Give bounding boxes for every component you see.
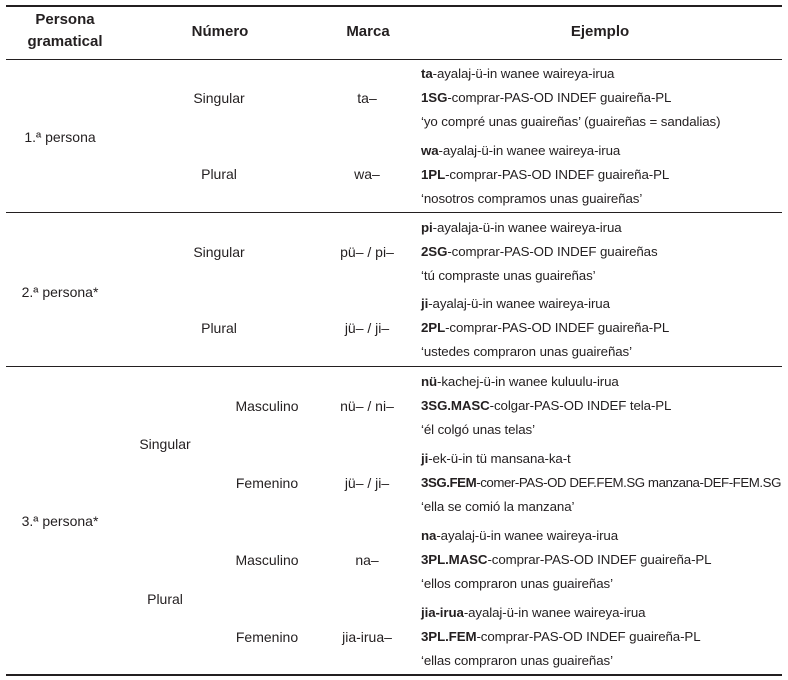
table-bottom-rule (6, 674, 782, 676)
marca-cell: na– (355, 552, 379, 568)
genero-cell: Femenino (235, 475, 299, 491)
example-text: -kachej-ü-in wanee kuluulu-irua (437, 374, 619, 389)
numero-cell: Plural (147, 591, 183, 607)
example-line (421, 524, 618, 548)
gloss-text: -comprar-PAS-OD INDEF guaireña-PL (487, 552, 712, 567)
gloss-text: -comprar-PAS-OD INDEF guaireña-PL (445, 320, 670, 335)
header-marca: Marca (346, 23, 390, 40)
gloss-text: -comer-PAS-OD DEF.FEM.SG manzana-DEF-FEM.SG (476, 475, 781, 490)
translation-line: ‘él colgó unas telas’ (421, 422, 535, 437)
gloss-line (421, 394, 671, 418)
example-line (421, 370, 619, 394)
translation-line: ‘nosotros compramos unas guaireñas’ (421, 191, 643, 206)
example-line (421, 62, 614, 86)
header-persona: Persona gramatical (27, 11, 103, 50)
translation-line: ‘yo compré unas guaireñas’ (guaireñas = sandalias) (421, 114, 721, 129)
gloss-line (421, 625, 701, 649)
gloss-text: -colgar-PAS-OD INDEF tela-PL (489, 398, 672, 413)
example-line (421, 216, 622, 240)
gloss-bold: 1PL (421, 167, 446, 182)
gloss-text: -comprar-PAS-OD INDEF guaireñas (447, 244, 658, 259)
morpheme-bold: nü (421, 374, 438, 389)
morpheme-bold: na (421, 528, 437, 543)
marca-cell: jü– / ji– (344, 475, 390, 491)
example-text: -ayalaja-ü-in wanee waireya-irua (432, 220, 622, 235)
morpheme-bold: ji (421, 296, 429, 311)
persona-cell: 2.ª persona* (21, 284, 99, 300)
gloss-bold: 3PL.MASC (421, 552, 488, 567)
example-text: -ayalaj-ü-in wanee waireya-irua (432, 66, 615, 81)
numero-cell: Singular (193, 90, 245, 106)
gloss-bold: 1SG (421, 90, 448, 105)
example-line (421, 292, 610, 316)
example-text: -ek-ü-in tü mansana-ka-t (428, 451, 571, 466)
marca-cell: wa– (354, 166, 380, 182)
marca-cell: ta– (357, 90, 377, 106)
example-text: -ayalaj-ü-in wanee waireya-irua (463, 605, 646, 620)
morpheme-bold: ta (421, 66, 433, 81)
example-line (421, 139, 620, 163)
genero-cell: Femenino (235, 629, 299, 645)
example-line (421, 447, 571, 471)
table-top-rule (6, 5, 782, 7)
example-line (421, 601, 645, 625)
gloss-text: -comprar-PAS-OD INDEF guaireña-PL (447, 90, 672, 105)
persona-cell: 3.ª persona* (21, 513, 99, 529)
gloss-line (421, 86, 671, 110)
gloss-bold: 3SG.MASC (421, 398, 490, 413)
header-ejemplo: Ejemplo (570, 23, 630, 40)
morpheme-bold: ji (421, 451, 429, 466)
gloss-line (421, 548, 711, 572)
header-bottom-rule (6, 59, 782, 60)
gloss-text: -comprar-PAS-OD INDEF guaireña-PL (445, 167, 670, 182)
translation-line: ‘ella se comió la manzana’ (421, 499, 575, 514)
numero-cell: Plural (201, 166, 237, 182)
gloss-bold: 2SG (421, 244, 448, 259)
morpheme-bold: wa (421, 143, 439, 158)
genero-cell: Masculino (235, 398, 299, 414)
translation-line: ‘ellas compraron unas guaireñas’ (421, 653, 613, 668)
persona-cell: 1.ª persona (24, 129, 96, 145)
marca-cell: jü– / ji– (344, 320, 390, 336)
numero-cell: Singular (139, 436, 191, 452)
row-divider-1 (6, 212, 782, 213)
genero-cell: Masculino (235, 552, 299, 568)
header-numero: Número (191, 23, 249, 40)
gloss-line (421, 240, 658, 264)
gloss-text: -comprar-PAS-OD INDEF guaireña-PL (476, 629, 701, 644)
example-text: -ayalaj-ü-in wanee waireya-irua (436, 528, 618, 543)
marca-cell: nü– / ni– (340, 398, 394, 414)
marca-cell: pü– / pi– (340, 244, 394, 260)
numero-cell: Plural (201, 320, 237, 336)
gloss-bold: 2PL (421, 320, 446, 335)
row-divider-2 (6, 366, 782, 367)
example-text: -ayalaj-ü-in wanee waireya-irua (438, 143, 621, 158)
marca-cell: jia-irua– (342, 629, 392, 645)
gloss-line (421, 471, 781, 495)
translation-line: ‘ustedes compraron unas guaireñas’ (421, 344, 632, 359)
gloss-line (421, 163, 669, 187)
numero-cell: Singular (193, 244, 245, 260)
example-text: -ayalaj-ü-in wanee waireya-irua (428, 296, 610, 311)
gloss-bold: 3PL.FEM (421, 629, 477, 644)
gloss-bold: 3SG.FEM (421, 475, 477, 490)
morpheme-bold: pi (421, 220, 433, 235)
translation-line: ‘ellos compraron unas guaireñas’ (421, 576, 613, 591)
morpheme-bold: jia-irua (421, 605, 464, 620)
gloss-line (421, 316, 669, 340)
translation-line: ‘tú compraste unas guaireñas’ (421, 268, 596, 283)
